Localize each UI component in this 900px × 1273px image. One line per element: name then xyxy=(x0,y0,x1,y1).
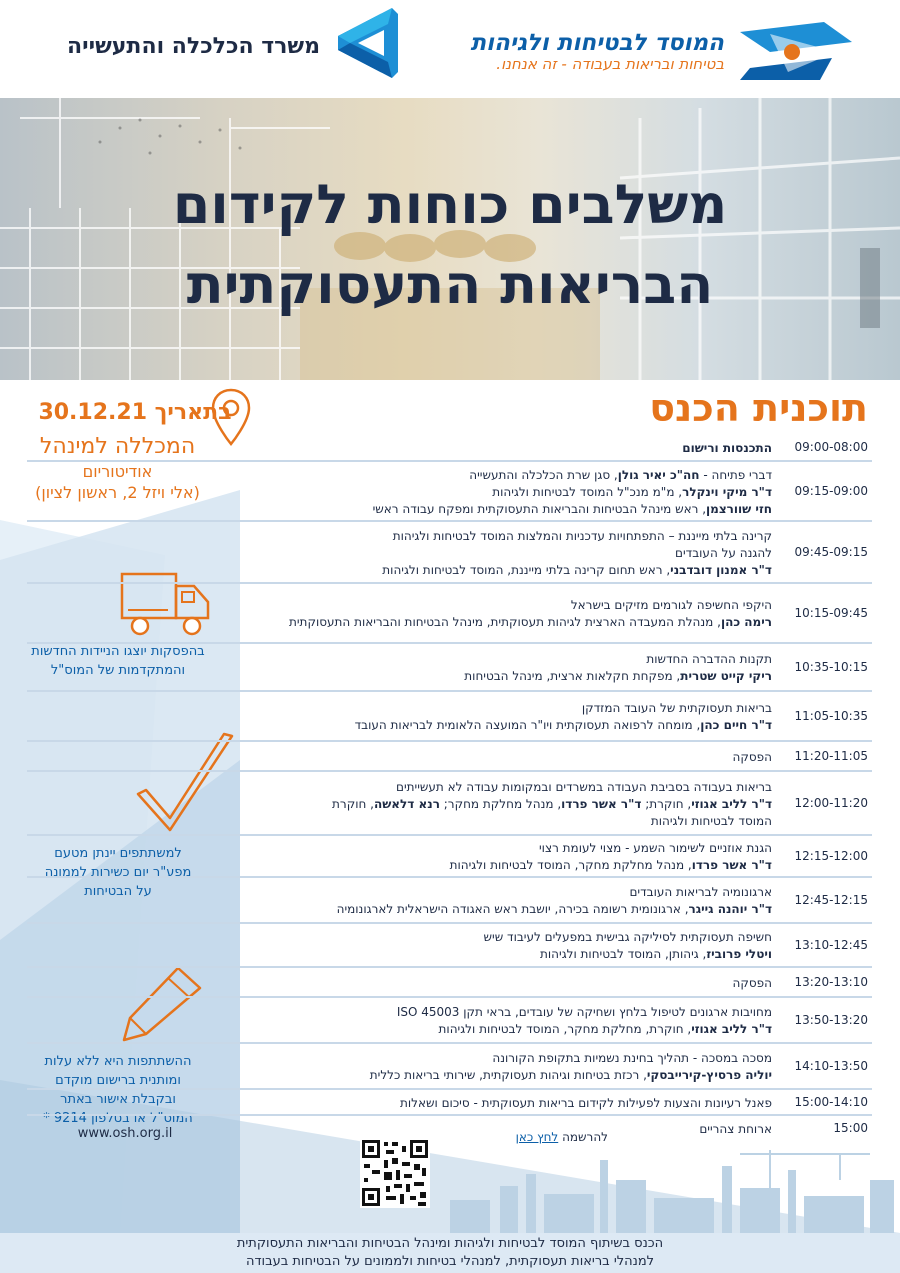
hero-background-image xyxy=(0,98,900,380)
venue-name: המכללה למינהל xyxy=(39,434,196,459)
session-text: תקנות ההדברה החדשות xyxy=(646,652,772,666)
session-text: המוסד לבטיחות ולגיהות xyxy=(650,814,772,828)
registration-link[interactable]: לחץ כאן xyxy=(515,1130,559,1144)
session-line xyxy=(202,975,772,992)
session-text: , מ"מ מנכ"ל המוסד לבטיחות ולגיהות xyxy=(492,485,683,499)
speaker-name: ריקי קייט שטרית xyxy=(680,669,772,683)
session-line xyxy=(202,901,772,918)
session-line xyxy=(202,779,772,796)
program-row xyxy=(27,1090,872,1116)
program-session xyxy=(202,929,772,963)
session-text: ISO 45003 xyxy=(396,1005,460,1019)
session-text: , חוקרת, מחלקת מחקר, המוסד לבטיחות ולגיהות xyxy=(438,1022,692,1036)
session-line xyxy=(202,857,772,874)
session-line xyxy=(202,562,772,579)
session-text: , מנהל מחלקת מחקר; xyxy=(439,797,562,811)
hero-banner xyxy=(0,98,900,380)
program-time: 12:45-12:15 xyxy=(794,893,868,907)
session-line xyxy=(202,597,772,614)
session-line xyxy=(202,929,772,946)
program-session xyxy=(202,528,772,579)
program-session xyxy=(202,840,772,874)
session-line xyxy=(202,1050,772,1067)
footer-line2: למנהלי בריאות תעסוקתית, למנהלי בטיחות ולממונים על הבטיחות בעבודה xyxy=(245,1254,655,1269)
hero-title-line2: הבריאות התעסוקתית xyxy=(186,253,714,316)
program-row xyxy=(27,742,872,772)
program-time: 10:15-09:45 xyxy=(794,606,868,620)
session-text: , ארגונומית רשומה בכירה, יושבת ראש האגודה הישראלית לארגונומיה xyxy=(336,902,689,916)
session-line xyxy=(202,1067,772,1084)
program-session xyxy=(202,749,772,766)
session-text: בריאות בעבודה בסביבת העבודה במשרדים ובמקומות עבודה לא תעשייתים xyxy=(395,780,772,794)
program-time: 12:00-11:20 xyxy=(794,796,868,810)
speaker-name: ד"ר אשר פרדו xyxy=(561,797,642,811)
speaker-name: חה"כ יאיר גולן xyxy=(617,468,700,482)
session-text: מסכה במסכה - תהליך בחינת נשמיות בתקופת הקורונה xyxy=(492,1051,772,1065)
session-line xyxy=(202,700,772,717)
session-text: , רכזת בטיחות וגיהות תעסוקתית, שירותי בריאות כללית xyxy=(369,1068,647,1082)
program-time: 11:05-10:35 xyxy=(794,709,868,723)
osh-slogan: בטיחות ובריאות בעבודה - זה אנחנו. xyxy=(496,55,724,73)
program-time: 13:50-13:20 xyxy=(794,1013,868,1027)
program-session xyxy=(202,975,772,992)
session-line xyxy=(202,614,772,631)
session-text: פאנל רעיונות והצעות לפעילות לקידום בריאות תעסוקתית - סיכום ושאלות xyxy=(400,1096,772,1110)
program-row xyxy=(27,644,872,692)
program-time: 15:00 xyxy=(833,1121,868,1135)
program-session xyxy=(202,1050,772,1084)
speaker-name: יוליה פרסיץ-קירייבסקי xyxy=(646,1068,772,1082)
publications-note: בהפסקות יוצגו הניידות החדשות והמתקדמות של המוס"ל xyxy=(31,644,205,678)
session-line xyxy=(202,840,772,857)
venue-hall: אודיטוריום xyxy=(82,462,153,481)
session-text: , מנהל מחלקת מחקר, המוסד לבטיחות ולגיהות xyxy=(449,858,692,872)
session-line xyxy=(202,440,772,457)
program-session xyxy=(202,597,772,631)
speaker-name: התכנסות ורישום xyxy=(682,441,772,455)
session-text: היקפי החשיפה לגורמים מזיקים בישראל xyxy=(570,598,772,612)
session-text: , חוקרת; xyxy=(641,797,692,811)
session-line xyxy=(202,1021,772,1038)
session-line xyxy=(202,749,772,766)
session-text: הפסקה xyxy=(732,750,772,764)
ministry-name: משרד הכלכלה והתעשייה xyxy=(67,34,320,59)
speaker-name: ד"ר מיקי וינקלר xyxy=(682,485,772,499)
session-line xyxy=(202,884,772,901)
program-session xyxy=(202,1121,772,1138)
session-text: , ראש מינהל הבטיחות והבריאות התעסוקתית ומפקח עבודה ראשי xyxy=(372,502,707,516)
industrial-skyline-image xyxy=(440,1140,900,1234)
session-text: ארגונומיה לבריאות העובדים xyxy=(629,885,772,899)
program-row xyxy=(27,1044,872,1090)
website-link[interactable]: www.osh.org.il xyxy=(77,1126,173,1141)
program-row xyxy=(27,692,872,742)
footer-line1: הכנס בשיתוף המוסד לבטיחות ולגיהות ומינהל הבטיחות והבריאות התעסוקתית xyxy=(236,1236,664,1251)
session-text: דברי פתיחה - xyxy=(699,468,772,482)
session-text: קרינה בלתי מייננת – התפתחויות עדכניות והמלצות המוסד לבטיחות ולגיהות xyxy=(392,529,772,543)
session-text: מחויבות ארגונים לטיפול בלחץ ושחיקה של עובדים, בראי תקן xyxy=(459,1005,772,1019)
speaker-name: רנא דלאשה xyxy=(373,797,440,811)
program-session xyxy=(202,651,772,685)
session-text: , ראש תחום קרינה בלתי מייננת, המוסד לבטיחות ולגיהות xyxy=(382,563,671,577)
credit-note: למשתתפים יינתן מטעם מפע"ר יום כשירות לממונה על הבטיחות xyxy=(44,846,192,899)
program-time: 10:35-10:15 xyxy=(794,660,868,674)
session-text: , מפקחת חקלאות ארצית, מינהל הבטיחות xyxy=(464,669,681,683)
speaker-name: ד"ר אמנון דובדבני xyxy=(670,563,772,577)
program-time: 09:00-08:00 xyxy=(794,440,868,454)
program-row xyxy=(27,836,872,878)
session-line xyxy=(202,467,772,484)
session-text: ארוחת צהריים xyxy=(699,1122,772,1136)
speaker-name: ד"ר חיים כהן xyxy=(700,718,772,732)
session-line xyxy=(202,484,772,501)
program-time: 14:10-13:50 xyxy=(794,1059,868,1073)
program-row xyxy=(27,522,872,584)
program-row xyxy=(27,584,872,644)
session-line xyxy=(202,1095,772,1112)
program-session xyxy=(202,779,772,830)
program-time: 09:45-09:15 xyxy=(794,545,868,559)
session-line xyxy=(202,946,772,963)
ministry-logo-icon xyxy=(328,6,402,80)
session-line xyxy=(202,668,772,685)
program-session xyxy=(202,467,772,518)
program-time: 11:20-11:05 xyxy=(794,749,868,763)
qr-code-icon[interactable] xyxy=(360,1138,430,1208)
session-text: , סגן שרת הכלכלה והתעשייה xyxy=(469,468,618,482)
session-text: הפסקה xyxy=(732,976,772,990)
speaker-name: ד"ר לליב אגוזי xyxy=(691,1022,772,1036)
session-text: הגנת אוזניים לשימור השמע - מצוי לעומת רצוי xyxy=(539,841,772,855)
speaker-name: ד"ר אשר פרדו xyxy=(691,858,772,872)
program-time: 09:15-09:00 xyxy=(794,484,868,498)
session-text: חשיפה תעסוקתית לסיליקה גבישית במפעלים לעיבוד שיש xyxy=(483,930,772,944)
program-session xyxy=(202,440,772,457)
session-text: , חוקרת xyxy=(332,797,374,811)
program-row xyxy=(27,968,872,998)
footer xyxy=(0,1233,900,1273)
registration-note: ההשתתפות היא ללא עלות ומותנית ברישום מוקדם ובקבלת אישור באתר המוס"ל או בטלפון 9214 * xyxy=(43,1054,193,1126)
session-text: להגנה על העובדים xyxy=(675,546,772,560)
program-row xyxy=(27,924,872,968)
session-line xyxy=(202,717,772,734)
event-date: בתאריך 30.12.21 xyxy=(38,400,232,425)
speaker-name: ד"ר לליב אגוזי xyxy=(691,797,772,811)
osh-logo-icon xyxy=(740,22,852,80)
session-line xyxy=(202,528,772,545)
program-title: תוכנית הכנס xyxy=(649,386,868,430)
hero-title-line1: משלבים כוחות לקידום xyxy=(172,173,728,236)
speaker-name: רימה כהן xyxy=(720,615,772,629)
program-session xyxy=(202,884,772,918)
session-line xyxy=(202,545,772,562)
venue-address: (אלי ויזל 2, ראשון לציון) xyxy=(35,483,200,502)
program-session xyxy=(202,1004,772,1038)
session-text: , גיהותן, המוסד לבטיחות ולגיהות xyxy=(540,947,707,961)
session-line xyxy=(202,651,772,668)
program-time: 13:20-13:10 xyxy=(794,975,868,989)
session-line xyxy=(202,1121,772,1138)
session-text: , מנהלת המעבדה הארצית לגיהות תעסוקתית, מינהל הבטיחות והבריאות התעסוקתית xyxy=(288,615,721,629)
session-line xyxy=(202,1004,772,1021)
session-line xyxy=(202,796,772,813)
program-row xyxy=(27,462,872,522)
program-session xyxy=(202,1095,772,1112)
program-row xyxy=(27,772,872,836)
program-row xyxy=(27,878,872,924)
registration-prefix: להרשמה xyxy=(562,1130,608,1144)
speaker-name: ויטלי פרוביז xyxy=(706,947,772,961)
program-row xyxy=(27,998,872,1044)
speaker-name: ד"ר יוהנה גייגר xyxy=(688,902,772,916)
session-line xyxy=(202,501,772,518)
program-row xyxy=(27,434,872,462)
program-time: 13:10-12:45 xyxy=(794,938,868,952)
speaker-name: חזי שוורצמן xyxy=(706,502,772,516)
header xyxy=(0,0,900,98)
program-session xyxy=(202,700,772,734)
program-time: 12:15-12:00 xyxy=(794,849,868,863)
program-time: 15:00-14:10 xyxy=(794,1095,868,1109)
session-text: , מומחה לרפואה תעסוקתית ויו"ר המועצה הלאומית לבריאות העובד xyxy=(354,718,701,732)
osh-name: המוסד לבטיחות ולגיהות xyxy=(470,30,724,56)
session-text: בריאות תעסוקתית של העובד המזדקן xyxy=(581,701,772,715)
session-line xyxy=(202,813,772,830)
